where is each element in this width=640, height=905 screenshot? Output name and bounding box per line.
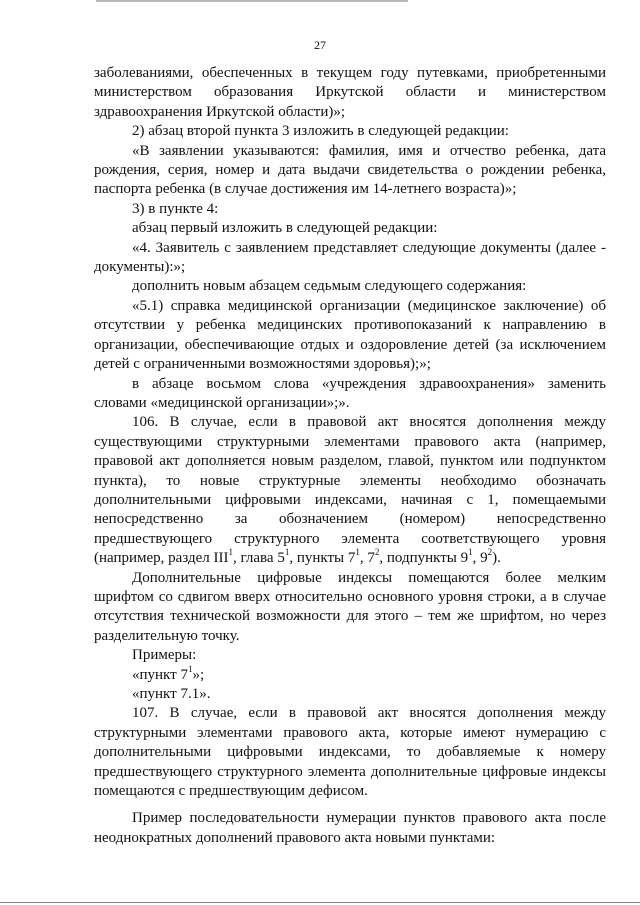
- paragraph-quote-certificate: «5.1) справка медицинской организации (медицинское заключение) об отсутствии у ребенка медицинских противопоказаний к направлению в организации, обеспечивающие отдых и оздоровление детей (за исключением детей с ограниченными возможностями здоровья);»;: [94, 297, 606, 373]
- paragraph-item-3: 3) в пункте 4:: [132, 200, 219, 217]
- document-body: [94, 64, 606, 848]
- paragraph-continuation: заболеваниями, обеспеченных в текущем году путевками, приобретенными министерством образования Иркутской области и министерством здравоохранения Иркутской области)»;: [94, 65, 606, 120]
- paragraph-quote-application: «В заявлении указываются: фамилия, имя и отчество ребенка, дата рождения, серия, номер и дата выдачи свидетельства о рождении ребенка, паспорта ребенка (в случае достижения им 14-летнего возраста)»;: [94, 142, 606, 198]
- page-number: 27: [314, 38, 326, 52]
- paragraph-add-abzac: дополнить новым абзацем седьмым следующего содержания:: [132, 278, 527, 295]
- paragraph-indexes: Дополнительные цифровые индексы помещаются более мелким шрифтом со сдвигом вверх относительно основного уровня строки, а в случае отсутствия технической возможности для этого – тем же шрифтом, но через разделительную точку.: [94, 569, 606, 644]
- paragraph-example-superscript: «пункт $7^1$»;: [132, 663, 205, 683]
- paragraph-item-2: 2) абзац второй пункта 3 изложить в следующей редакции:: [132, 123, 509, 140]
- paragraph-107: 107. В случае, если в правовой акт вносятся дополнения между структурными элементами правового акта, которые имеют нумерацию с дополнительными цифровыми индексами, то добавляемые к номеру предшествующего структурного элемента дополнительные цифровые индексы помещаются с предшествующим дефисом.: [94, 705, 606, 800]
- paragraph-106: 106. В случае, если в правовой акт вносятся дополнения между существующими структурными элементами правового акта (например, правовой акт дополняется новым разделом, главой, пунктом или подпунктом пункта), то новые структурные элементы необходимо обозначать дополнительными цифровыми индексами, начиная с 1, помещаемыми непосредственно за обозначением (номером) непосредственно предшествующего структурного элемента соответствующего уровня (например, раздел III$^1$, глава $5^1$, пункты $7^1$, $7^2$, подпункты $9^1$, $9^2$).: [94, 414, 606, 567]
- top-rule: [96, 0, 408, 2]
- paragraph-example-dot: «пункт 7.1».: [132, 686, 211, 702]
- page-edge: [0, 902, 640, 903]
- paragraph-replace-words: в абзаце восьмом слова «учреждения здравоохранения» заменить словами «медицинской организации»;».: [94, 375, 606, 411]
- paragraph-example-sequence: Пример последовательности нумерации пунктов правового акта после неоднократных дополнений правового акта новыми пунктами:: [94, 810, 606, 846]
- paragraph-quote-documents: «4. Заявитель с заявлением представляет следующие документы (далее - документы):»;: [94, 239, 606, 276]
- paragraph-first-abzac: абзац первый изложить в следующей редакции:: [132, 220, 438, 237]
- paragraph-examples-heading: Примеры:: [132, 647, 197, 664]
